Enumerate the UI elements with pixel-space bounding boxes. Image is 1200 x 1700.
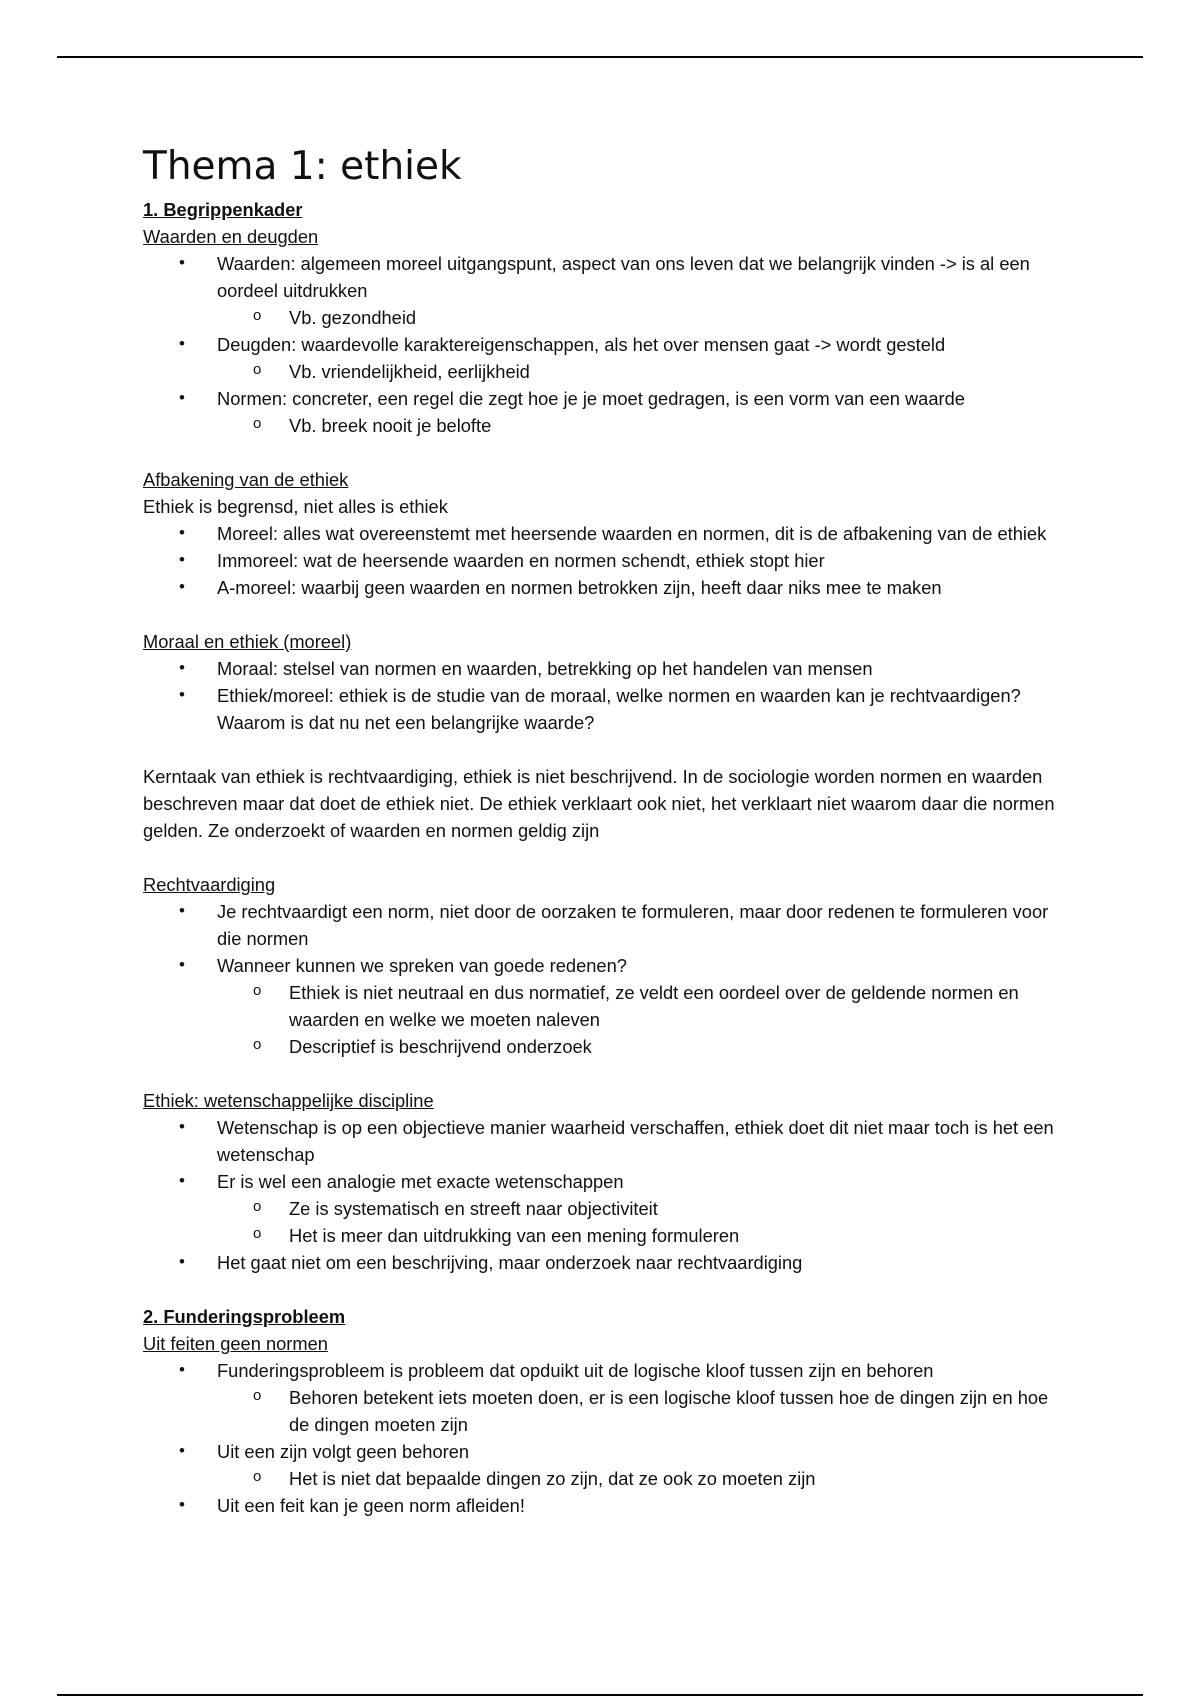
- kerntaak-paragraph: Kerntaak van ethiek is rechtvaardiging, ethiek is niet beschrijvend. In de sociologie worden normen en waarden beschreven maar dat doet de ethiek niet. De ethiek verklaart ook niet, het verklaart niet waarom daar die normen gelden. Ze onderzoekt of waarden en normen geldig zijn: [143, 766, 1055, 841]
- list-item: • A-moreel: waarbij geen waarden en normen betrokken zijn, heeft daar niks mee te maken: [143, 574, 1063, 601]
- list-subitem: o Vb. breek nooit je belofte: [143, 412, 1063, 439]
- list-subitem: o Vb. vriendelijkheid, eerlijkheid: [143, 358, 1063, 385]
- list-item: • Immoreel: wat de heersende waarden en normen schendt, ethiek stopt hier: [143, 547, 1063, 574]
- subheading-waarden-en-deugden: Waarden en deugden: [143, 226, 319, 247]
- list-item: • Er is wel een analogie met exacte wetenschappen: [143, 1168, 1063, 1195]
- list-item: • Funderingsprobleem is probleem dat opduikt uit de logische kloof tussen zijn en behoren: [143, 1357, 1063, 1384]
- section-heading-begrippenkader: 1. Begrippenkader: [143, 199, 303, 220]
- document-page: [143, 138, 1063, 1519]
- list-waarden: [143, 250, 1063, 439]
- list-funderingsprobleem: [143, 1357, 1063, 1519]
- list-subitem: o Het is niet dat bepaalde dingen zo zijn, dat ze ook zo moeten zijn: [143, 1465, 1063, 1492]
- section-heading-funderingsprobleem: 2. Funderingsprobleem: [143, 1306, 346, 1327]
- list-subitem: o Ethiek is niet neutraal en dus normatief, ze veldt een oordeel over de geldende normen en waarden en welke we moeten naleven: [143, 979, 1063, 1033]
- document-title: Thema 1: ethiek: [143, 144, 462, 189]
- header-rule: [57, 56, 1143, 58]
- afbakening-intro: Ethiek is begrensd, niet alles is ethiek: [143, 496, 448, 517]
- list-item: • Ethiek/moreel: ethiek is de studie van de moraal, welke normen en waarden kan je rechtvaardigen? Waarom is dat nu net een belangrijke waarde?: [143, 682, 1063, 736]
- list-moraal: [143, 655, 1063, 736]
- list-subitem: o Vb. gezondheid: [143, 304, 1063, 331]
- list-subitem: o Ze is systematisch en streeft naar objectiviteit: [143, 1195, 1063, 1222]
- list-item: • Wetenschap is op een objectieve manier waarheid verschaffen, ethiek doet dit niet maar toch is het een wetenschap: [143, 1114, 1063, 1168]
- subheading-wetenschappelijke-discipline: Ethiek: wetenschappelijke discipline: [143, 1090, 434, 1111]
- list-subitem: o Behoren betekent iets moeten doen, er is een logische kloof tussen hoe de dingen zijn en hoe de dingen moeten zijn: [143, 1384, 1063, 1438]
- list-subitem: o Het is meer dan uitdrukking van een mening formuleren: [143, 1222, 1063, 1249]
- list-wetenschap: [143, 1114, 1063, 1276]
- list-item: • Wanneer kunnen we spreken van goede redenen?: [143, 952, 1063, 979]
- list-afbakening: [143, 520, 1063, 601]
- list-item: • Deugden: waardevolle karaktereigenschappen, als het over mensen gaat -> wordt gesteld: [143, 331, 1063, 358]
- list-item: • Moraal: stelsel van normen en waarden, betrekking op het handelen van mensen: [143, 655, 1063, 682]
- subheading-afbakening: Afbakening van de ethiek: [143, 469, 349, 490]
- list-item: • Waarden: algemeen moreel uitgangspunt, aspect van ons leven dat we belangrijk vinden -> is al een oordeel uitdrukken: [143, 250, 1063, 304]
- list-item: • Normen: concreter, een regel die zegt hoe je je moet gedragen, is een vorm van een waarde: [143, 385, 1063, 412]
- list-item: • Het gaat niet om een beschrijving, maar onderzoek naar rechtvaardiging: [143, 1249, 1063, 1276]
- subheading-moraal-en-ethiek: Moraal en ethiek (moreel): [143, 631, 352, 652]
- list-item: • Uit een feit kan je geen norm afleiden!: [143, 1492, 1063, 1519]
- list-item: • Uit een zijn volgt geen behoren: [143, 1438, 1063, 1465]
- list-subitem: o Descriptief is beschrijvend onderzoek: [143, 1033, 1063, 1060]
- list-item: • Je rechtvaardigt een norm, niet door de oorzaken te formuleren, maar door redenen te formuleren voor die normen: [143, 898, 1063, 952]
- subheading-rechtvaardiging: Rechtvaardiging: [143, 874, 276, 895]
- footer-rule: [57, 1694, 1143, 1696]
- subheading-uit-feiten-geen-normen: Uit feiten geen normen: [143, 1333, 328, 1354]
- list-item: • Moreel: alles wat overeenstemt met heersende waarden en normen, dit is de afbakening van de ethiek: [143, 520, 1063, 547]
- list-rechtvaardiging: [143, 898, 1063, 1060]
